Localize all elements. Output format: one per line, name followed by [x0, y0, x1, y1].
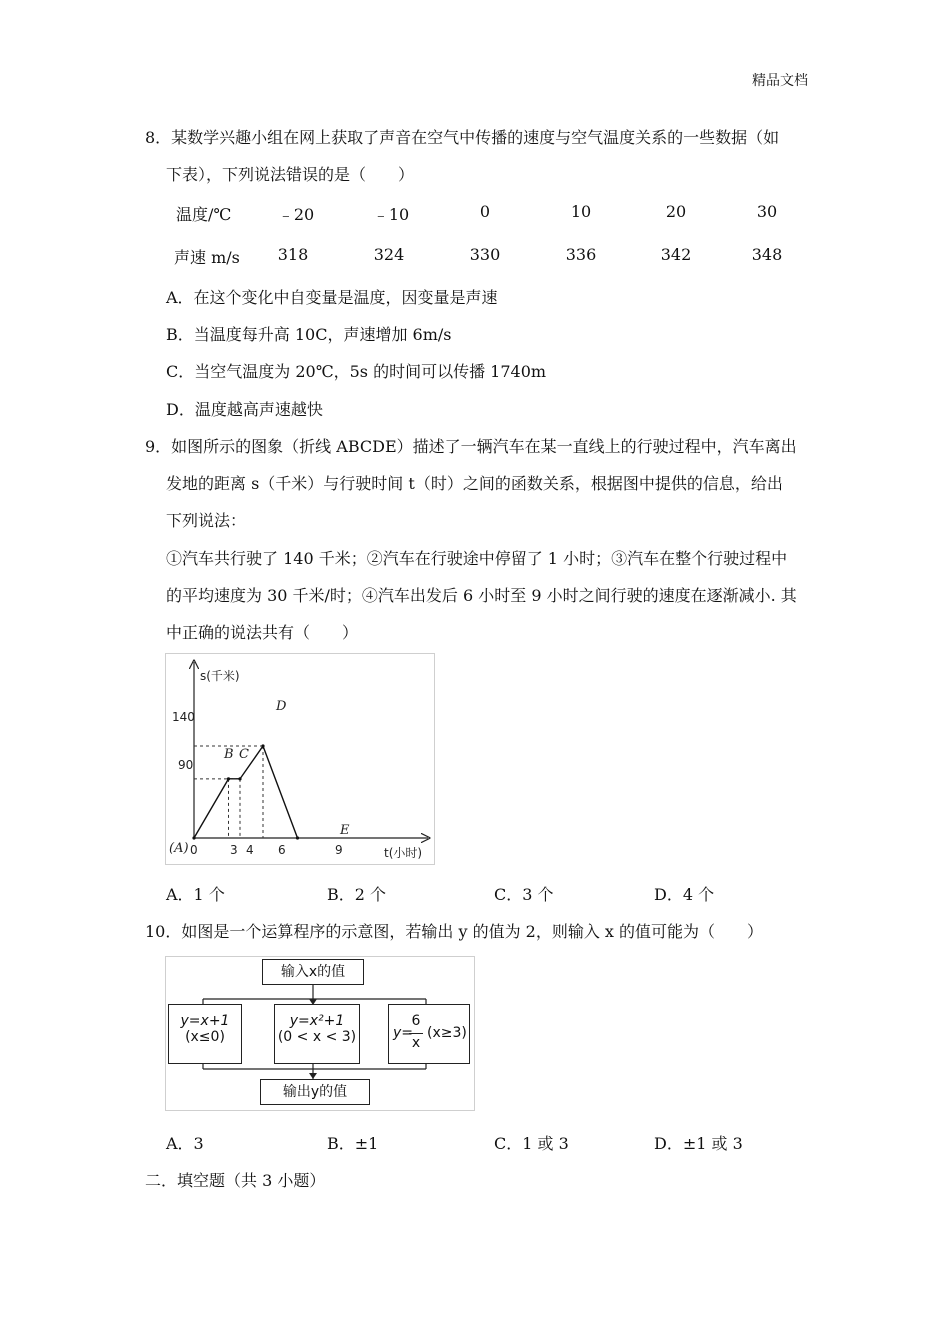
q10-line1: 10．如图是一个运算程序的示意图，若输出 y 的值为 2，则输入 x 的值可能为（ ） — [145, 922, 764, 941]
origin-point-label: (A) — [169, 841, 189, 856]
table-cell: ﹣20 — [277, 205, 315, 224]
q9-option-b: B．2 个 — [327, 885, 387, 904]
table-cell: 330 — [469, 245, 501, 264]
formula-2-condition: (0 < x < 3) — [277, 1029, 357, 1045]
point-label-e: E — [340, 823, 350, 838]
table-cell: 318 — [277, 245, 309, 264]
q8-option-d: D．温度越高声速越快 — [166, 400, 323, 419]
q9-line4: ①汽车共行驶了 140 千米；②汽车在行驶途中停留了 1 小时；③汽车在整个行驶过程中 — [166, 549, 788, 568]
data-point-b — [227, 777, 230, 780]
table-cell: 20 — [665, 202, 687, 221]
q10-option-b: B．±1 — [327, 1134, 379, 1153]
x-tick-label: 4 — [246, 843, 254, 857]
formula-3-y: y= — [393, 1025, 414, 1041]
q8-line2: 下表），下列说法错误的是（ ） — [166, 165, 415, 184]
x-tick-label: 6 — [278, 843, 286, 857]
page-header-label: 精品文档 — [752, 73, 808, 89]
table-cell: 10 — [570, 202, 592, 221]
table-cell: 324 — [373, 245, 405, 264]
y-tick-label: 140 — [172, 710, 195, 724]
q10-option-d: D．±1 或 3 — [654, 1134, 743, 1153]
x-axis-label: t(小时) — [384, 846, 423, 860]
q9-line1: 9．如图所示的图象（折线 ABCDE）描述了一辆汽车在某一直线上的行驶过程中，汽车离出 — [145, 437, 797, 456]
x-tick-label: 9 — [335, 843, 343, 857]
formula-3-numerator: 6 — [411, 1013, 421, 1029]
table-row2-label: 声速 m/s — [174, 248, 240, 267]
data-point-d — [261, 744, 264, 747]
q9-option-c: C．3 个 — [494, 885, 554, 904]
formula-box-3 — [388, 1004, 470, 1064]
q9-line3: 下列说法： — [166, 511, 247, 530]
table-cell: 336 — [565, 245, 597, 264]
table-cell: ﹣10 — [372, 205, 410, 224]
section-title: 二．填空题（共 3 小题） — [145, 1171, 326, 1190]
graph-svg — [166, 654, 434, 864]
table-row1-label: 温度/℃ — [176, 205, 232, 224]
q8-line1: 8．某数学兴趣小组在网上获取了声音在空气中传播的速度与空气温度关系的一些数据（如 — [145, 128, 780, 147]
q9-line5: 的平均速度为 30 千米/时；④汽车出发后 6 小时至 9 小时之间行驶的速度在逐渐减小. 其 — [166, 586, 797, 605]
distance-time-graph — [165, 653, 435, 865]
data-point-c — [238, 777, 241, 780]
formula-1-condition: (x≤0) — [185, 1029, 225, 1045]
q10-option-a: A．3 — [166, 1134, 204, 1153]
q8-option-a: A．在这个变化中自变量是温度，因变量是声速 — [166, 288, 498, 307]
input-box: 输入x的值 — [262, 959, 364, 985]
q9-option-d: D．4 个 — [654, 885, 715, 904]
fraction-bar — [409, 1033, 423, 1034]
formula-box-1 — [168, 1004, 242, 1064]
x-tick-label: 3 — [230, 843, 238, 857]
formula-3-condition: (x≥3) — [427, 1025, 467, 1041]
table-cell: 30 — [756, 202, 778, 221]
q9-line2: 发地的距离 s（千米）与行驶时间 t（时）之间的函数关系，根据图中提供的信息，给出 — [166, 474, 783, 493]
formula-3-denominator: x — [411, 1035, 421, 1051]
x-tick-label: 0 — [190, 843, 198, 857]
y-axis-label: s(千米) — [200, 669, 240, 683]
data-point-a — [192, 836, 195, 839]
q9-line6: 中正确的说法共有（ ） — [166, 623, 359, 642]
formula-2-expression: y=x²+1 — [289, 1013, 345, 1029]
q9-option-a: A．1 个 — [166, 885, 225, 904]
point-label-b: B — [224, 747, 234, 762]
point-label-d: D — [276, 699, 287, 714]
flowchart — [165, 956, 475, 1111]
formula-1-expression: y=x+1 — [180, 1013, 230, 1029]
data-point-e — [296, 836, 299, 839]
table-cell: 0 — [479, 202, 491, 221]
formula-box-2 — [274, 1004, 360, 1064]
output-box: 输出y的值 — [260, 1079, 370, 1105]
y-tick-label: 90 — [178, 758, 194, 772]
table-cell: 342 — [660, 245, 692, 264]
q10-option-c: C．1 或 3 — [494, 1134, 569, 1153]
point-label-c: C — [239, 747, 249, 762]
table-cell: 348 — [751, 245, 783, 264]
q8-option-b: B．当温度每升高 10C，声速增加 6m/s — [166, 325, 452, 344]
q8-option-c: C．当空气温度为 20℃，5s 的时间可以传播 1740m — [166, 362, 547, 381]
